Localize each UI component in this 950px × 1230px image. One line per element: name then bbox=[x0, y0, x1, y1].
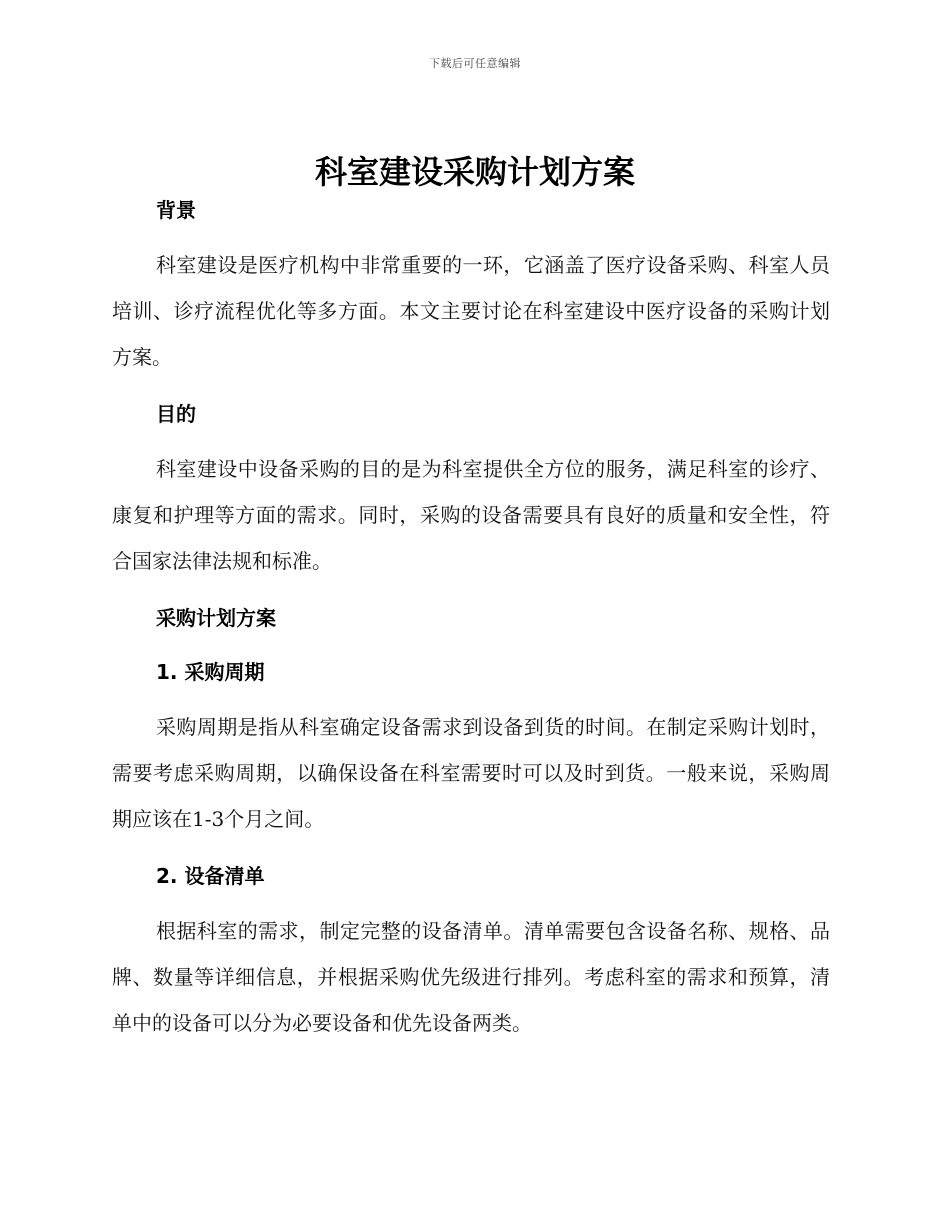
section-heading-cycle: 1. 采购周期 bbox=[156, 660, 265, 684]
section-heading-purpose: 目的 bbox=[156, 402, 196, 426]
header-note: 下载后可任意编辑 bbox=[429, 57, 521, 70]
section-heading-background: 背景 bbox=[156, 198, 196, 222]
section-paragraph-equipment-list: 根据科室的需求，制定完整的设备清单。清单需要包含设备名称、规格、品牌、数量等详细信息，并根据采购优先级进行排列。考虑科室的需求和预算，清单中的设备可以分为必要设备和优先设备两类。 bbox=[112, 919, 830, 1035]
section-paragraph-cycle: 采购周期是指从科室确定设备需求到设备到货的时间。在制定采购计划时，需要考虑采购周期，以确保设备在科室需要时可以及时到货。一般来说，采购周期应该在1-3个月之间。 bbox=[112, 715, 830, 831]
document-body bbox=[112, 196, 830, 1046]
section-paragraph-background: 科室建设是医疗机构中非常重要的一环，它涵盖了医疗设备采购、科室人员培训、诊疗流程优化等多方面。本文主要讨论在科室建设中医疗设备的采购计划方案。 bbox=[112, 253, 830, 369]
document-title: 科室建设采购计划方案 bbox=[314, 153, 635, 191]
section-paragraph-purpose: 科室建设中设备采购的目的是为科室提供全方位的服务，满足科室的诊疗、康复和护理等方面的需求。同时，采购的设备需要具有良好的质量和安全性，符合国家法律法规和标准。 bbox=[112, 457, 830, 573]
section-heading-equipment-list: 2. 设备清单 bbox=[156, 864, 265, 888]
section-heading-plan: 采购计划方案 bbox=[156, 606, 276, 630]
